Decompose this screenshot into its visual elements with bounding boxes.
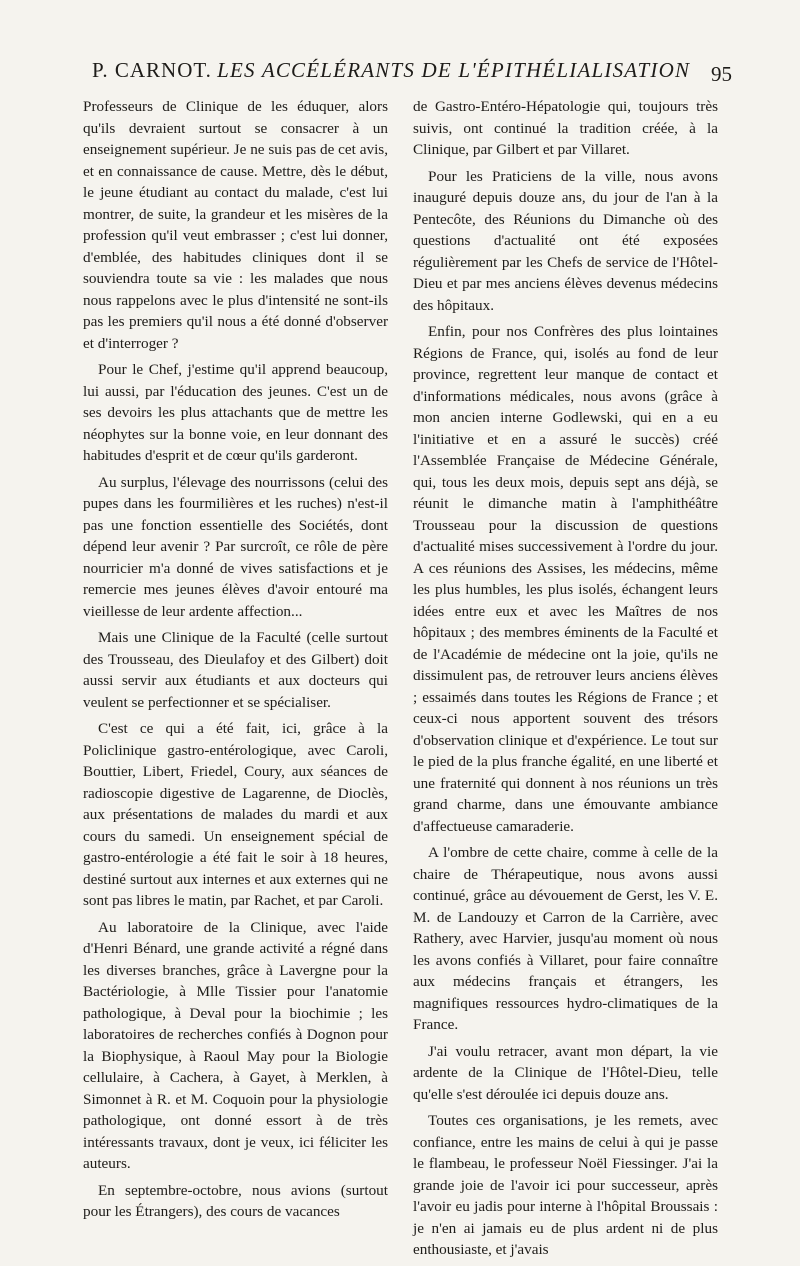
paragraph: Pour les Praticiens de la ville, nous avons inauguré depuis douze ans, du jour de l'an à la Pentecôte, des Réunions du Dimanche où des questions d'actualité ont été exposées régulièrement par les Chefs de service de l'Hôtel-Dieu et par mes anciens élèves devenus médecins des hôpitaux. (413, 167, 718, 314)
paragraph: Au surplus, l'élevage des nourrissons (celui des pupes dans les fourmilières et les ruches) n'est-il pas une fonction essentielle des Sociétés, dont dépend leur avenir ? Par surcroît, ce rôle de père nourricier m'a donné de vives satisfactions et je remercie mes jeunes élèves d'avoir entouré ma vieillesse de leur ardente affection... (83, 473, 388, 620)
paragraph: J'ai voulu retracer, avant mon départ, la vie ardente de la Clinique de l'Hôtel-Dieu, telle qu'elle s'est déroulée ici depuis douze ans. (413, 1042, 718, 1103)
paragraph: Pour le Chef, j'estime qu'il apprend beaucoup, lui aussi, par l'éducation des jeunes. C'est un de ses devoirs les plus attachants que de mettre les néophytes sur la bonne voie, en leur donnant des habitudes d'esprit et de cœur qu'ils garderont. (83, 361, 388, 464)
paragraph: En septembre-octobre, nous avions (surtout pour les Étrangers), des cours de vacances (83, 1181, 388, 1220)
running-title: LES ACCÉLÉRANTS DE L'ÉPITHÉLIALISATION (217, 58, 691, 82)
right-column (413, 96, 718, 1266)
left-column (83, 96, 388, 1228)
paragraph: Enfin, pour nos Confrères des plus lointaines Régions de France, qui, isolés au fond de leur province, regrettent leur manque de contact et d'informations médicales, nous avons (grâce à mon ancien interne Godlewski, qui en a eu l'initiative et en a assuré le succès) créé l'Assemblée Française de Médecine Générale, qui, tous les deux mois, depuis sept ans déjà, se réunit le dimanche matin à l'amphithéâtre Trousseau pour la discussion de questions d'actualité mises successivement à l'ordre du jour. A ces réunions des Assises, les médecins, même les plus humbles, les plus isolés, échangent leurs idées entre eux et avec les Maîtres de nos hôpitaux ; des membres éminents de la Faculté et de l'Académie de médecine ont la joie, qu'ils ne dissimulent pas, de retrouver leurs anciens élèves ; essaimés dans toutes les Régions de France ; et ceux-ci nous apportent souvent des trésors d'observation clinique et d'expérience. Le tout sur le pied de la plus franche égalité, en une liberté et une fraternité qui donnent à nos réunions un très grand charme, dans une émouvante ambiance d'affectueuse camaraderie. (413, 323, 718, 835)
paragraph: Toutes ces organisations, je les remets, avec confiance, entre les mains de celui à qui je passe le flambeau, le professeur Noël Fiessinger. J'ai la grande joie de l'avoir ici pour successeur, après l'avoir eu jadis pour interne à l'hôpital Broussais : je n'en ai jamais eu de plus ardent ni de plus enthousiaste, et j'avais (413, 1112, 718, 1258)
paragraph: Professeurs de Clinique de les éduquer, alors qu'ils devraient surtout se consacrer à un enseignement supérieur. Je ne suis pas de cet avis, et en connaissance de cause. Mettre, dès le début, le jeune étudiant au contact du malade, c'est lui montrer, de suite, la grandeur et les misères de la profession qu'il veut embrasser ; c'est lui donner, d'emblée, des habitudes cliniques dont il se souviendra toute sa vie : les malades que nous nous rappelons avec le plus d'intensité ne sont-ils pas les premiers qu'il nous a été donné d'observer et d'interroger ? (83, 98, 388, 352)
page-header (92, 58, 732, 90)
paragraph: C'est ce qui a été fait, ici, grâce à la Policlinique gastro-entérologique, avec Caroli, Bouttier, Libert, Friedel, Coury, aux séances de radioscopie digestive de Lagarenne, de Dioclès, aux présentations de malades du mardi et aux cours du samedi. Un enseignement spécial de gastro-entérologie a été fait le soir à 18 heures, destiné surtout aux internes et aux externes qui ne sont pas libres le matin, par Rachet, et par Caroli. (83, 720, 388, 909)
paragraph: Au laboratoire de la Clinique, avec l'aide d'Henri Bénard, une grande activité a régné dans les diverses branches, grâce à Lavergne pour la Bactériologie, à Mlle Tissier pour l'anatomie pathologique, à Deval pour la biochimie ; les laboratoires de recherches confiés à Dognon pour la Biophysique, à Raoul May pour la Biologie cellulaire, à Cachera, à Gayet, à Merklen, à Simonnet à R. et M. Coquoin pour la physiologie pathologique, ont donné essort à de très intéressants travaux, dont je veux, ici féliciter les auteurs. (83, 918, 388, 1172)
page-number: 95 (711, 62, 732, 86)
paragraph: Mais une Clinique de la Faculté (celle surtout des Trousseau, des Dieulafoy et des Gilbert) doit aussi servir aux étudiants et aux docteurs qui veulent se perfectionner et se spécialiser. (83, 629, 388, 711)
paragraph: A l'ombre de cette chaire, comme à celle de la chaire de Thérapeutique, nous avons aussi continué, grâce au dévouement de Gerst, les V. E. M. de Landouzy et Carron de la Carrière, avec Rathery, avec Harvier, jusqu'au moment où nous les avons confiés à Villaret, pour faire connaître aux médecins français et étrangers, les magnifiques ressources hydro-climatiques de la France. (413, 844, 718, 1033)
author-name: P. CARNOT. (92, 58, 212, 82)
paragraph: de Gastro-Entéro-Hépatologie qui, toujours très suivis, ont continué la tradition créée, à la Clinique, par Gilbert et par Villaret. (413, 98, 718, 158)
